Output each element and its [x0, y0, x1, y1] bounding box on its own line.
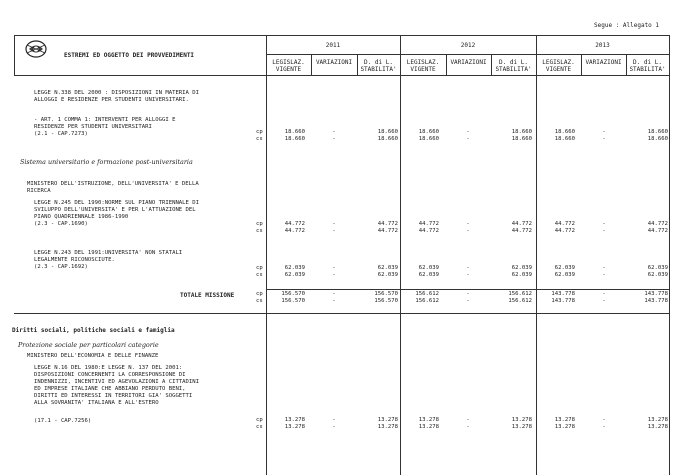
cell-variazioni: - — [466, 228, 470, 234]
cell-stabilita: 156.570 — [374, 298, 398, 304]
col-stabilita-2012: D. di L. STABILITA' — [495, 59, 532, 73]
cell-stabilita: 18.660 — [511, 129, 532, 135]
cell-legislaz: 13.278 — [284, 424, 305, 430]
cell-stabilita: 18.660 — [511, 136, 532, 142]
cell-legislaz: 13.278 — [284, 417, 305, 423]
ministero-istruzione: MINISTERO DELL'ISTRUZIONE, DELL'UNIVERSITA' E DELLA RICERCA — [27, 181, 199, 194]
cell-legislaz: 18.660 — [418, 136, 439, 142]
row-cs-label: cs — [256, 424, 263, 430]
cell-variazioni: - — [466, 291, 470, 297]
year-2011: 2011 — [325, 42, 341, 49]
col-variazioni-2012: VARIAZIONI — [450, 59, 487, 66]
cell-variazioni: - — [332, 272, 336, 278]
cell-legislaz: 156.612 — [415, 298, 439, 304]
col-stabilita-2013: D. di L. STABILITA' — [629, 59, 666, 73]
cell-stabilita: 143.778 — [644, 291, 668, 297]
cell-stabilita: 44.772 — [647, 221, 668, 227]
cell-legislaz: 44.772 — [418, 221, 439, 227]
diritti-sociali-heading: Diritti sociali, politiche sociali e famiglia — [12, 327, 175, 334]
totale-missione-label: TOTALE MISSIONE — [180, 292, 235, 299]
cell-stabilita: 18.660 — [377, 129, 398, 135]
cell-legislaz: 44.772 — [554, 228, 575, 234]
cell-stabilita: 62.039 — [647, 272, 668, 278]
cell-legislaz: 62.039 — [554, 265, 575, 271]
col-legislaz-2011: LEGISLAZ. VIGENTE — [272, 59, 305, 73]
cell-stabilita: 44.772 — [511, 221, 532, 227]
row-cp-label: cp — [256, 417, 263, 423]
cell-legislaz: 18.660 — [284, 129, 305, 135]
col-legislaz-2012: LEGISLAZ. VIGENTE — [406, 59, 440, 73]
cell-variazioni: - — [602, 424, 606, 430]
row-cs-label: cs — [256, 272, 263, 278]
cell-variazioni: - — [602, 298, 606, 304]
cell-stabilita: 44.772 — [511, 228, 532, 234]
cell-legislaz: 62.039 — [554, 272, 575, 278]
cell-variazioni: - — [602, 291, 606, 297]
cell-stabilita: 44.772 — [647, 228, 668, 234]
cell-legislaz: 13.278 — [554, 417, 575, 423]
legge338-title: LEGGE N.338 DEL 2000 : DISPOSIZIONI IN MATERIA DI ALLOGGI E RESIDENZE PER STUDENTI UNIVERSITARI. — [34, 90, 200, 103]
protezione-heading: Protezione sociale per particolari categorie — [18, 341, 159, 349]
row-cp-label: cp — [256, 221, 263, 227]
cell-variazioni: - — [332, 136, 336, 142]
cell-legislaz: 18.660 — [284, 136, 305, 142]
cell-stabilita: 18.660 — [377, 136, 398, 142]
cell-legislaz: 62.039 — [418, 272, 439, 278]
cell-legislaz: 44.772 — [418, 228, 439, 234]
cell-legislaz: 18.660 — [554, 129, 575, 135]
year-2012: 2012 — [460, 42, 476, 49]
emblem-icon — [24, 40, 48, 58]
cell-variazioni: - — [466, 265, 470, 271]
cell-variazioni: - — [332, 298, 336, 304]
cell-stabilita: 62.039 — [511, 265, 532, 271]
cell-legislaz: 156.570 — [281, 291, 305, 297]
cell-stabilita: 13.278 — [511, 417, 532, 423]
main-heading: ESTREMI ED OGGETTO DEI PROVVEDIMENTI — [64, 52, 195, 59]
cell-legislaz: 13.278 — [554, 424, 575, 430]
cell-stabilita: 156.570 — [374, 291, 398, 297]
cell-stabilita: 13.278 — [647, 417, 668, 423]
cell-stabilita: 13.278 — [511, 424, 532, 430]
continuation-label: Segue : Allegato 1 — [594, 22, 660, 29]
cell-legislaz: 44.772 — [284, 221, 305, 227]
cell-variazioni: - — [602, 129, 606, 135]
cell-legislaz: 13.278 — [418, 417, 439, 423]
cell-variazioni: - — [466, 298, 470, 304]
col-legislaz-2013: LEGISLAZ. VIGENTE — [542, 59, 575, 73]
cell-stabilita: 62.039 — [377, 272, 398, 278]
cell-legislaz: 143.778 — [551, 291, 575, 297]
cell-variazioni: - — [332, 265, 336, 271]
cell-stabilita: 18.660 — [647, 136, 668, 142]
cell-legislaz: 156.570 — [281, 298, 305, 304]
cell-stabilita: 62.039 — [647, 265, 668, 271]
cell-legislaz: 62.039 — [284, 272, 305, 278]
row-cs-label: cs — [256, 298, 263, 304]
cell-variazioni: - — [466, 417, 470, 423]
cell-variazioni: - — [332, 221, 336, 227]
cell-variazioni: - — [602, 136, 606, 142]
cell-stabilita: 44.772 — [377, 221, 398, 227]
cell-stabilita: 156.612 — [508, 298, 532, 304]
row-cp-label: cp — [256, 291, 263, 297]
cell-stabilita: 18.660 — [647, 129, 668, 135]
cell-stabilita: 62.039 — [377, 265, 398, 271]
cell-legislaz: 13.278 — [418, 424, 439, 430]
cell-variazioni: - — [602, 228, 606, 234]
row-cp-label: cp — [256, 129, 263, 135]
sistema-heading: Sistema universitario e formazione post-universitaria — [20, 158, 193, 166]
cell-variazioni: - — [332, 129, 336, 135]
cell-variazioni: - — [332, 417, 336, 423]
col-variazioni-2013: VARIAZIONI — [585, 59, 622, 66]
legge245-text: LEGGE N.245 DEL 1990:NORME SUL PIANO TRIENNALE DI SVILUPPO DELL'UNIVERSITA' E PER L'ATTUAZIONE DEL PIANO QUADRIENNALE 1986-1990 (2.3 - CAP.1690) — [34, 200, 200, 227]
cell-legislaz: 18.660 — [554, 136, 575, 142]
cell-variazioni: - — [466, 272, 470, 278]
cell-stabilita: 62.039 — [511, 272, 532, 278]
ministero-economia: MINISTERO DELL'ECONOMIA E DELLE FINANZE — [27, 353, 159, 359]
cell-variazioni: - — [332, 424, 336, 430]
row-cp-label: cp — [256, 265, 263, 271]
legge243-text: LEGGE N.243 DEL 1991:UNIVERSITA' NON STATALI LEGALMENTE RICONOSCIUTE. (2.3 - CAP.1692) — [34, 250, 183, 270]
cell-variazioni: - — [466, 221, 470, 227]
cell-legislaz: 143.778 — [551, 298, 575, 304]
cell-variazioni: - — [466, 136, 470, 142]
row-cs-label: cs — [256, 228, 263, 234]
cell-variazioni: - — [602, 221, 606, 227]
cell-legislaz: 156.612 — [415, 291, 439, 297]
legge16-code: (17.1 - CAP.7256) — [34, 418, 92, 424]
cell-legislaz: 44.772 — [554, 221, 575, 227]
cell-stabilita: 13.278 — [647, 424, 668, 430]
cell-variazioni: - — [466, 129, 470, 135]
cell-stabilita: 143.778 — [644, 298, 668, 304]
cell-variazioni: - — [602, 272, 606, 278]
cell-variazioni: - — [332, 228, 336, 234]
cell-stabilita: 13.278 — [377, 417, 398, 423]
cell-legislaz: 62.039 — [418, 265, 439, 271]
cell-stabilita: 156.612 — [508, 291, 532, 297]
col-stabilita-2011: D. di L. STABILITA' — [360, 59, 397, 73]
row-cs-label: cs — [256, 136, 263, 142]
cell-legislaz: 18.660 — [418, 129, 439, 135]
cell-variazioni: - — [466, 424, 470, 430]
cell-legislaz: 44.772 — [284, 228, 305, 234]
year-2013: 2013 — [595, 42, 610, 49]
cell-legislaz: 62.039 — [284, 265, 305, 271]
cell-variazioni: - — [602, 417, 606, 423]
legge16-text: LEGGE N.16 DEL 1980:E LEGGE N. 137 DEL 2001: DISPOSIZIONI CONCERNENTI LA CORRESPONSIONE DI INDENNIZZI, INCENTIVI ED AGEVOLAZIONI A CITTADINI ED IMPRESE ITALIANE CHE ABBIANO PERDUTO BENI, DIRITTI ED INTERESSI IN TERRITORI GIA' SOGGETTI ALLA SOVRANITA' ITALIANA E ALL'ESTERO — [34, 365, 200, 406]
cell-stabilita: 13.278 — [377, 424, 398, 430]
col-variazioni-2011: VARIAZIONI — [315, 59, 353, 66]
art1-text: - ART. 1 COMMA 1: INTERVENTI PER ALLOGGI E RESIDENZE PER STUDENTI UNIVERSITARI (2.1 - CAP.7273) — [34, 117, 176, 137]
cell-stabilita: 44.772 — [377, 228, 398, 234]
cell-variazioni: - — [332, 291, 336, 297]
cell-variazioni: - — [602, 265, 606, 271]
